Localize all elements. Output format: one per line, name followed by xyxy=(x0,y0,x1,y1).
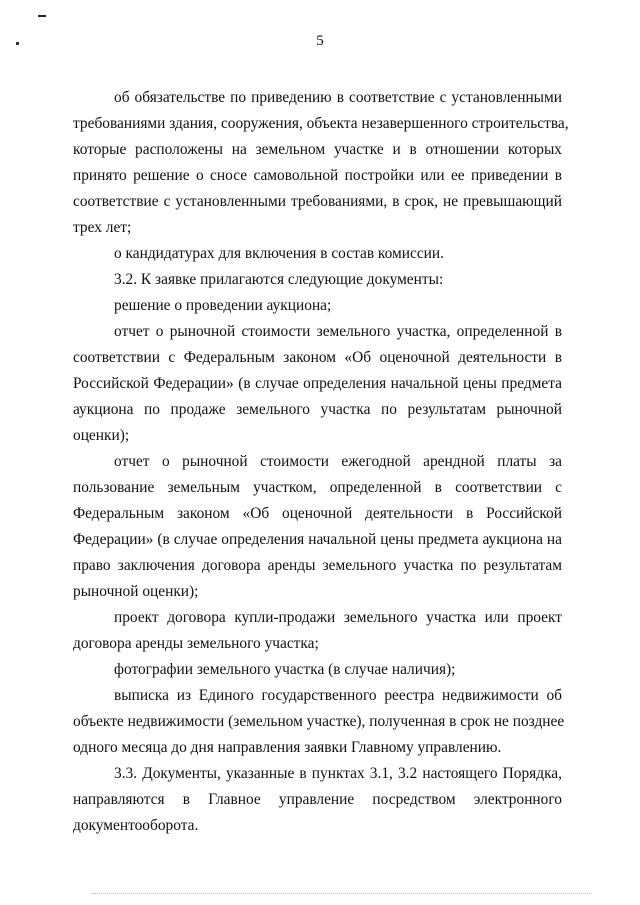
text-line: соответствии с Федеральным законом «Об оценочной деятельности в xyxy=(73,349,562,366)
text-line: 3.2. К заявке прилагаются следующие документы: xyxy=(114,271,444,288)
text-line: одного месяца до дня направления заявки Главному управлению. xyxy=(73,739,502,756)
text-line: Федеральным законом «Об оценочной деятельности в Российской xyxy=(73,505,562,522)
text-line: Федерации» (в случае определения начальной цены предмета аукциона на xyxy=(73,531,562,548)
text-line: трех лет; xyxy=(73,219,132,236)
page-number: 5 xyxy=(316,33,324,49)
text-line: отчет о рыночной стоимости ежегодной арендной платы за xyxy=(114,453,562,470)
text-line: оценки); xyxy=(73,427,130,444)
text-line: соответствие с установленными требованиями, в срок, не превышающий xyxy=(73,193,562,210)
text-line: Российской Федерации» (в случае определения начальной цены предмета xyxy=(73,375,562,392)
text-line: которые расположены на земельном участке и в отношении которых xyxy=(73,141,562,158)
text-line: о кандидатурах для включения в состав комиссии. xyxy=(114,245,444,262)
text-line: пользование земельным участком, определенной в соответствии с xyxy=(73,479,562,496)
text-line: направляются в Главное управление посредством электронного xyxy=(73,791,562,808)
text-line: решение о проведении аукциона; xyxy=(114,297,332,314)
text-line: проект договора купли-продажи земельного участка или проект xyxy=(114,609,562,626)
text-line: объекте недвижимости (земельном участке), полученная в срок не позднее xyxy=(73,713,565,730)
text-line: отчет о рыночной стоимости земельного участка, определенной в xyxy=(114,323,562,340)
text-line: 3.3. Документы, указанные в пунктах 3.1, 3.2 настоящего Порядка, xyxy=(114,765,562,782)
scan-mark-dash xyxy=(38,15,46,17)
text-line: об обязательстве по приведению в соответствие с установленными xyxy=(114,89,562,106)
text-line: выписка из Единого государственного реестра недвижимости об xyxy=(114,687,562,704)
text-line: аукциона по продаже земельного участка по результатам рыночной xyxy=(73,401,562,418)
text-line: рыночной оценки); xyxy=(73,583,199,600)
text-line: право заключения договора аренды земельного участка по результатам xyxy=(73,557,562,574)
text-line: требованиями здания, сооружения, объекта незавершенного строительства, xyxy=(73,115,569,132)
text-line: документооборота. xyxy=(73,817,199,834)
text-line: принято решение о сносе самовольной постройки или ее приведении в xyxy=(73,167,562,184)
text-line: фотографии земельного участка (в случае наличия); xyxy=(114,661,456,678)
text-line: договора аренды земельного участка; xyxy=(73,635,319,652)
bottom-rule xyxy=(92,893,592,894)
